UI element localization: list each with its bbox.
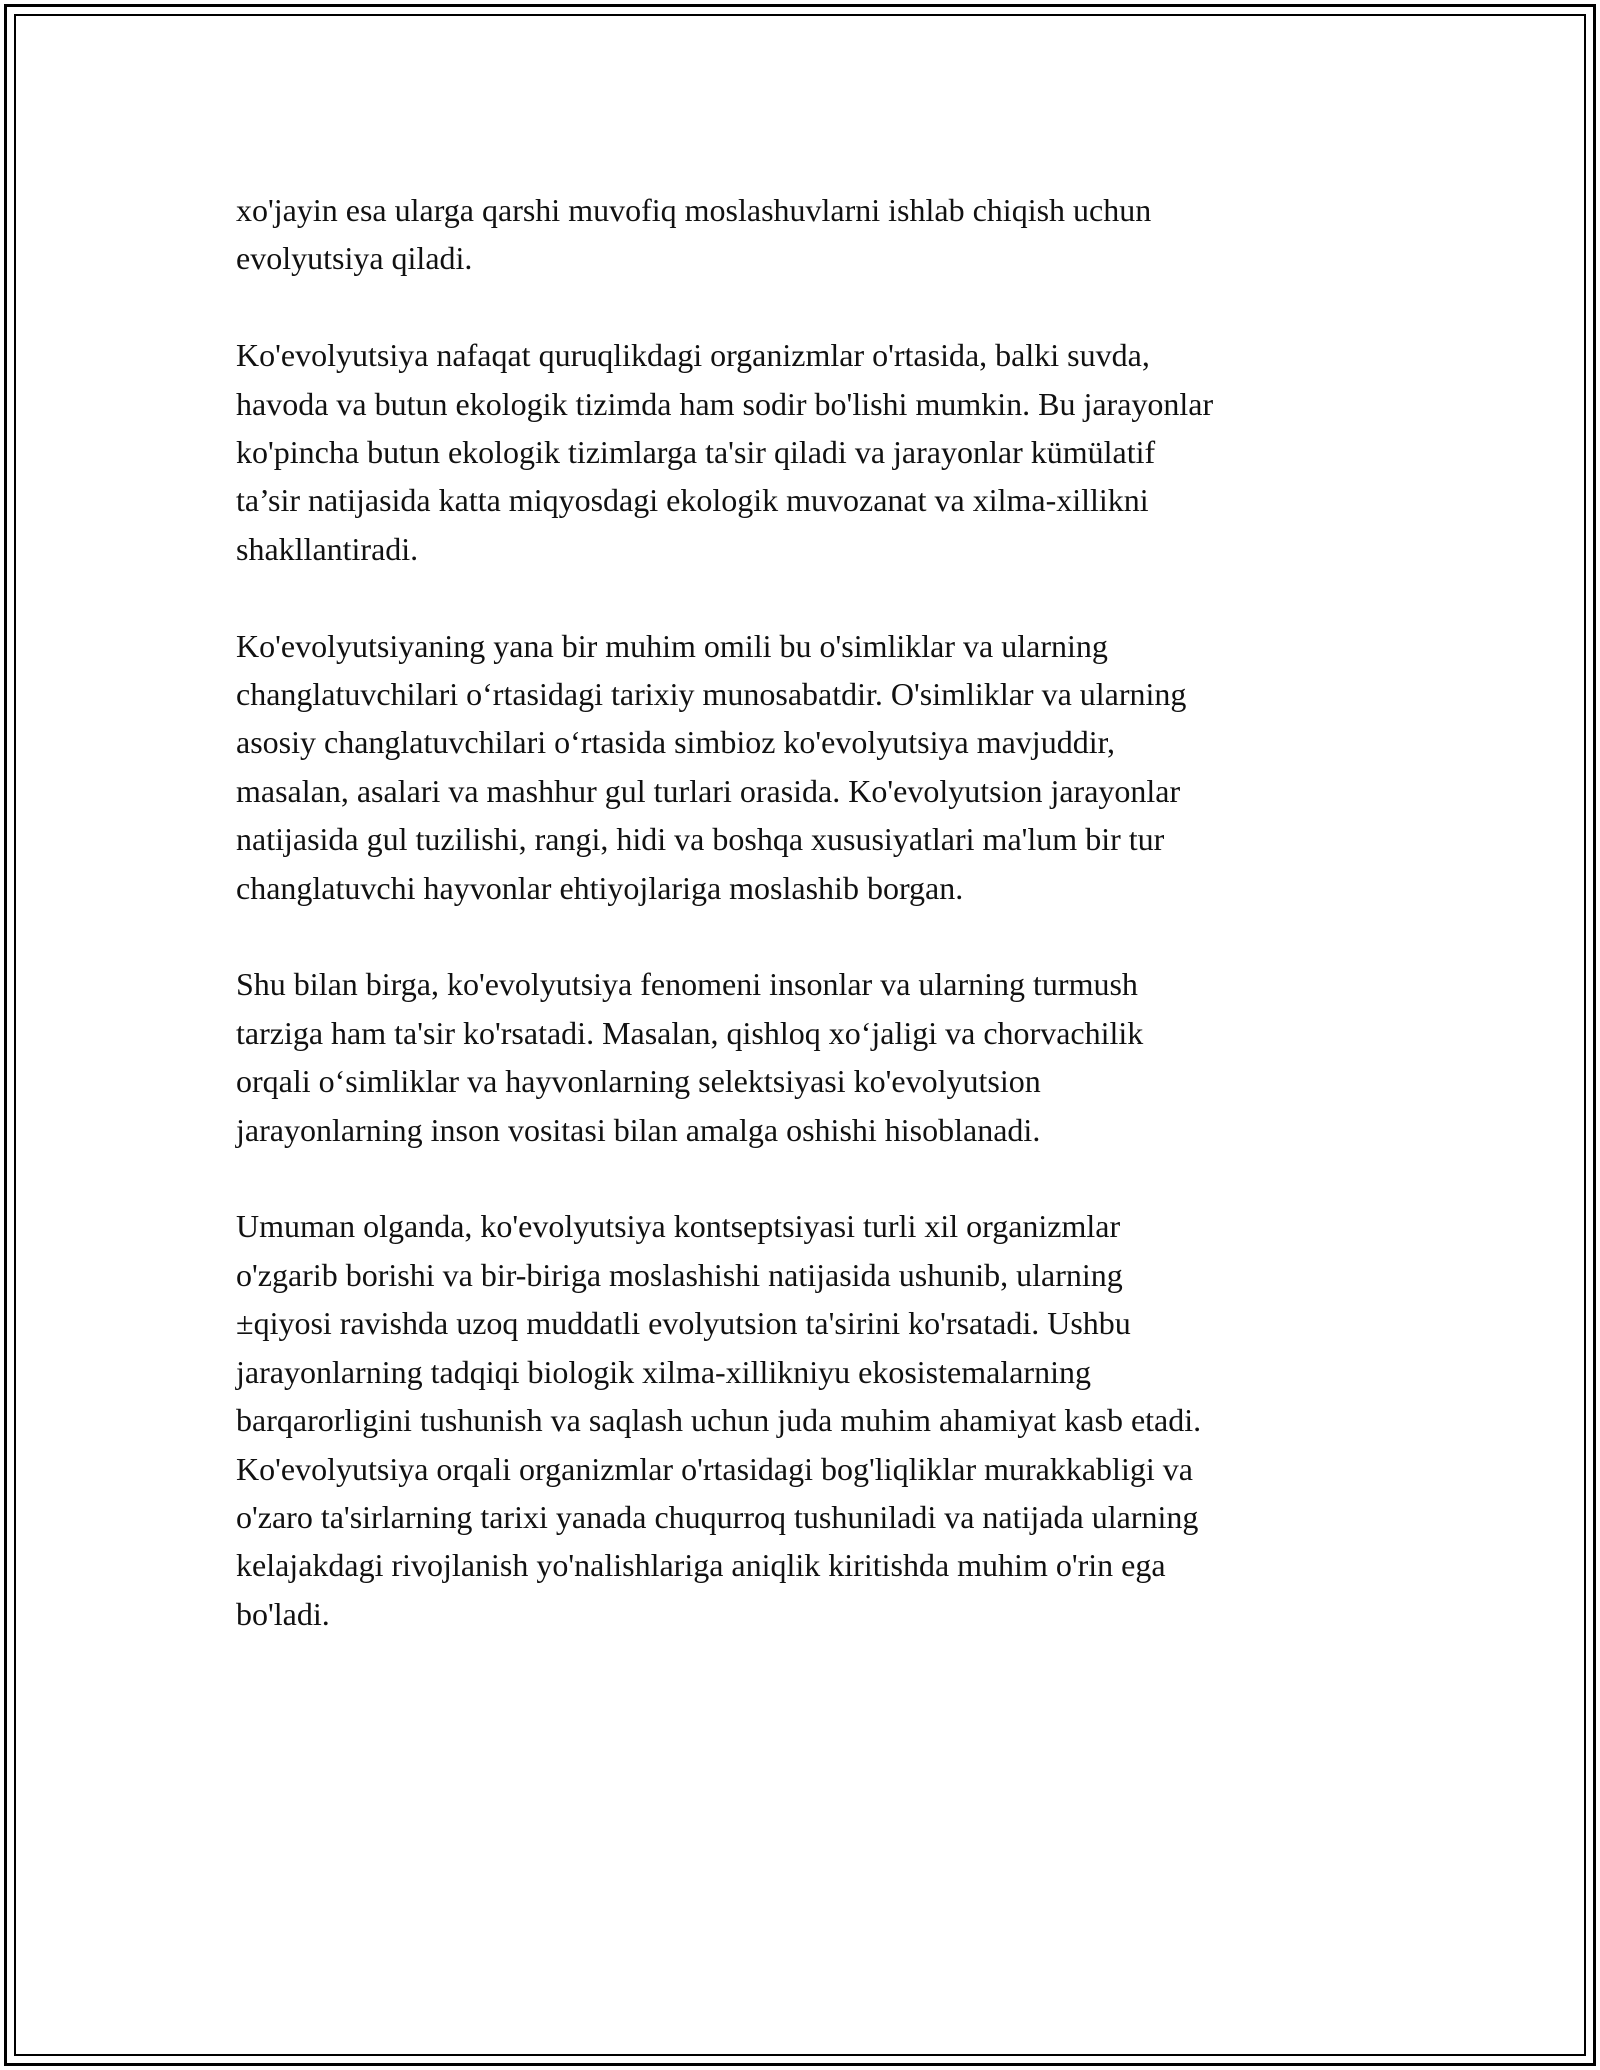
document-body: [236, 186, 1366, 1687]
paragraph: Shu bilan birga, ko'evolyutsiya fenomeni insonlar va ularning turmush tarziga ham ta'sir ko'rsatadi. Masalan, qishloq xo‘jaligi va chorvachilik orqali o‘simliklar va hayvonlarning selektsiyasi ko'evolyutsion jarayonlarning inson vositasi bilan amalga oshishi hisoblanadi.: [236, 966, 1144, 1148]
paragraph: Umuman olganda, ko'evolyutsiya kontseptsiyasi turli xil organizmlar o'zgarib borishi va bir-biriga moslashishi natijasida ushunib, ularning ±qiyosi ravishda uzoq muddatli evolyutsion ta'sirini ko'rsatadi. Ushbu jarayonlarning tadqiqi biologik xilma-xillikniyu ekosistemalarning barqarorligini tushunish va saqlash uchun juda muhim ahamiyat kasb etadi. Ko'evolyutsiya orqali organizmlar o'rtasidagi bog'liqliklar murakkabligi va o'zaro ta'sirlarning tarixi yanada chuqurroq tushuniladi va natijada ularning kelajakdagi rivojlanish yo'nalishlariga aniqlik kiritishda muhim o'rin ega bo'ladi.: [236, 1208, 1202, 1632]
paragraph: xo'jayin esa ularga qarshi muvofiq moslashuvlarni ishlab chiqish uchun evolyutsiya qiladi.: [236, 192, 1152, 277]
paragraph: Ko'evolyutsiyaning yana bir muhim omili bu o'simliklar va ularning changlatuvchilari o‘rtasidagi tarixiy munosabatdir. O'simliklar va ularning asosiy changlatuvchilari o‘rtasida simbioz ko'evolyutsiya mavjuddir, masalan, asalari va mashhur gul turlari orasida. Ko'evolyutsion jarayonlar natijasida gul tuzilishi, rangi, hidi va boshqa xususiyatlari ma'lum bir tur changlatuvchi hayvonlar ehtiyojlariga moslashib borgan.: [236, 627, 1187, 906]
paragraph: Ko'evolyutsiya nafaqat quruqlikdagi organizmlar o'rtasida, balki suvda, havoda va butun ekologik tizimda ham sodir bo'lishi mumkin. Bu jarayonlar ko'pincha butun ekologik tizimlarga ta'sir qiladi va jarayonlar kümülatif ta’sir natijasida katta miqyosdagi ekologik muvozanat va xilma-xillikni shakllantiradi.: [236, 337, 1214, 567]
